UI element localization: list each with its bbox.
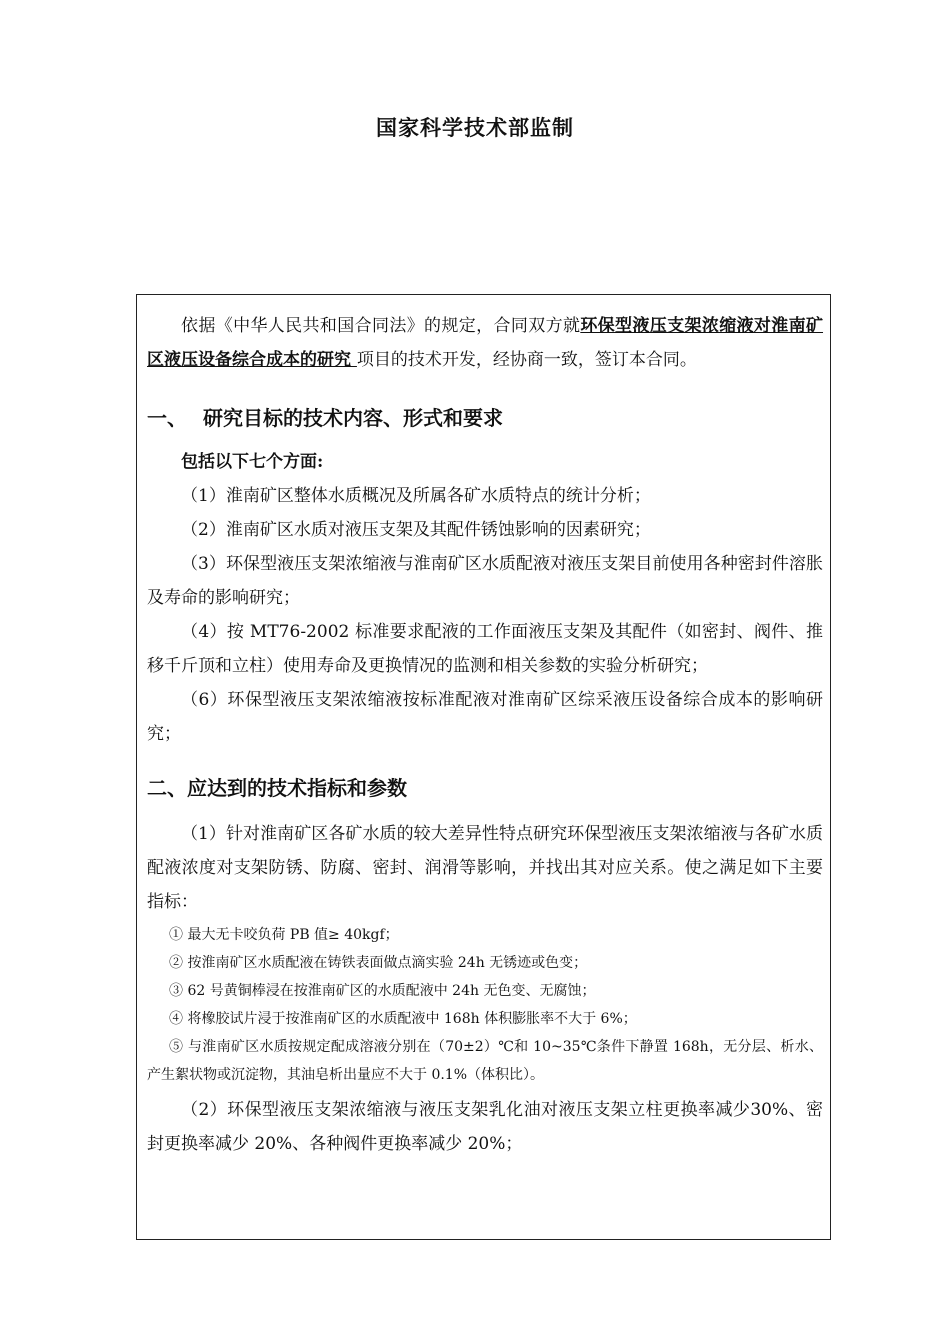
indicator-item: ④ 将橡胶试片浸于按淮南矿区的水质配液中 168h 体积膨胀率不大于 6%； [169,1011,637,1027]
section1-heading-num: 一、 [147,406,187,430]
section2-item: （1）针对淮南矿区各矿水质的较大差异性特点研究环保型液压支架浓缩液与各矿水质配液浓度对支架防锈、防腐、密封、润滑等影响，并找出其对应关系。使之满足如下主要指标： [147,824,823,912]
section1-item: （6）环保型液压支架浓缩液按标准配液对淮南矿区综采液压设备综合成本的影响研究； [147,690,823,744]
section1-item: （1）淮南矿区整体水质概况及所属各矿水质特点的统计分析； [181,486,651,506]
section1-item: （4）按 MT76-2002 标准要求配液的工作面液压支架及其配件（如密封、阀件、推移千斤顶和立柱）使用寿命及更换情况的监测和相关参数的实验分析研究； [147,622,823,676]
section1-heading [147,403,823,433]
section1-lead: 包括以下七个方面: [181,452,324,472]
page-title: 国家科学技术部监制 [376,115,574,140]
contract-content [147,307,823,1161]
section1-heading-text: 研究目标的技术内容、形式和要求 [203,406,503,430]
indicator-item: ① 最大无卡咬负荷 PB 值≥ 40kgf； [169,927,399,943]
section2-heading: 二、应达到的技术指标和参数 [147,776,407,800]
section1-item: （2）淮南矿区水质对液压支架及其配件锈蚀影响的因素研究； [181,520,651,540]
intro-paragraph [147,309,823,377]
section1-item: （3）环保型液压支架浓缩液与淮南矿区水质配液对液压支架目前使用各种密封件溶胀及寿命的影响研究； [147,554,823,608]
intro-prefix: 依据《中华人民共和国合同法》的规定，合同双方就 [181,316,581,336]
contract-content-box [136,294,831,1240]
section2-item: （2）环保型液压支架浓缩液与液压支架乳化油对液压支架立柱更换率减少30%、密封更换率减少 20%、各种阀件更换率减少 20%； [147,1100,823,1154]
indicator-item: ⑤ 与淮南矿区水质按规定配成溶液分别在（70±2）℃和 10~35℃条件下静置 168h，无分层、析水、产生絮状物或沉淀物，其油皂析出量应不大于 0.1%（体积比）。 [147,1039,823,1083]
indicator-item: ③ 62 号黄铜棒浸在按淮南矿区的水质配液中 24h 无色变、无腐蚀； [169,983,596,999]
intro-suffix: 项目的技术开发，经协商一致，签订本合同。 [356,350,697,370]
project-name: 环保型液压支架浓缩液对淮南矿区液压设备综合成本的研究 [147,316,824,370]
indicator-item: ② 按淮南矿区水质配液在铸铁表面做点滴实验 24h 无锈迹或色变； [169,955,588,971]
